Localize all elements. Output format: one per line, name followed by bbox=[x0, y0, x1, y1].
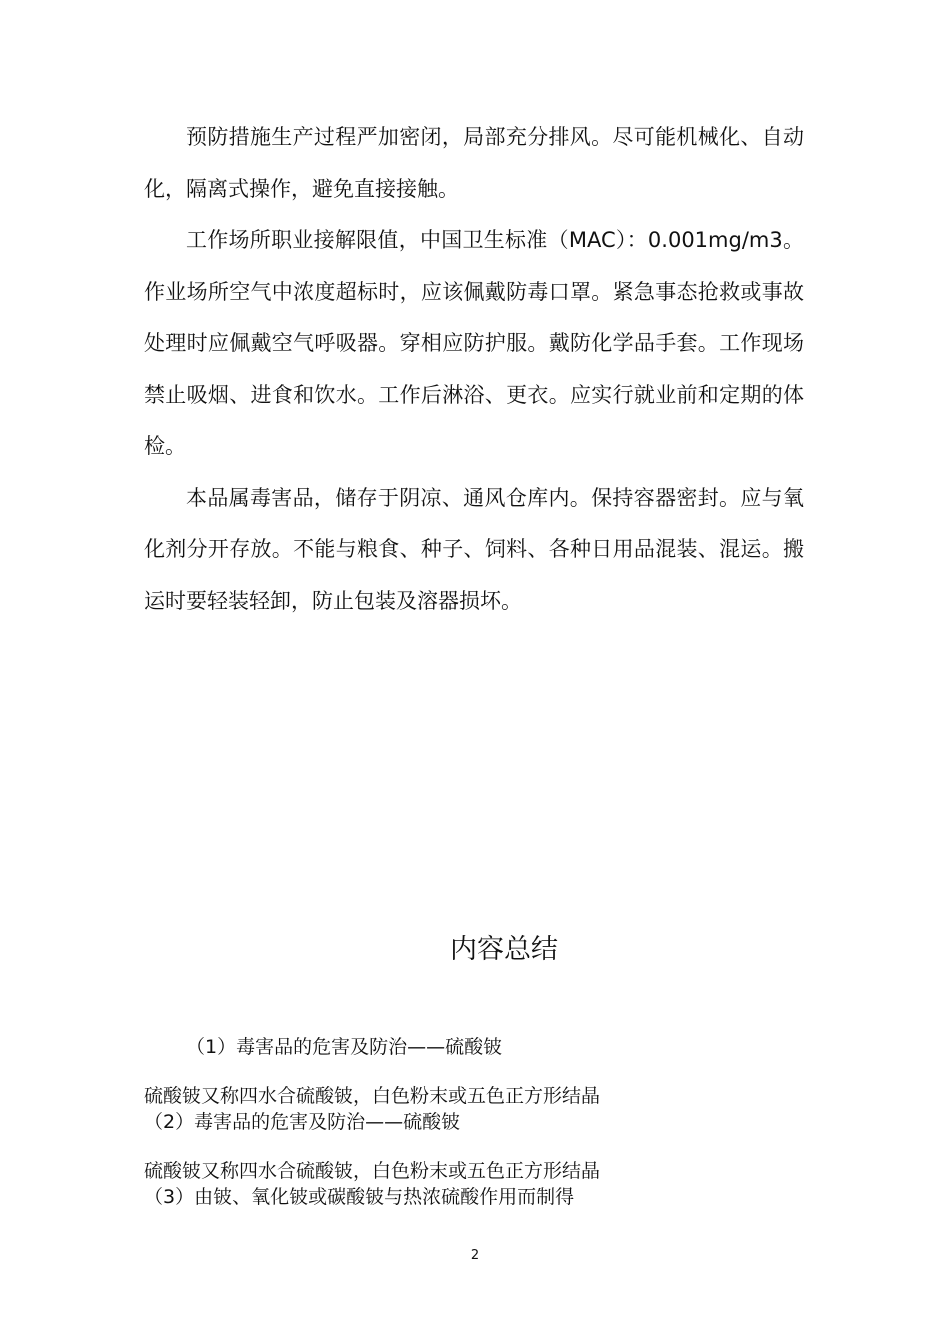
summary-item-2: （2）毒害品的危害及防治——硫酸铍 bbox=[144, 1111, 461, 1133]
summary-desc-1: 硫酸铍又称四水合硫酸铍，白色粉末或五色正方形结晶 bbox=[144, 1085, 601, 1107]
paragraph-exposure-limits: 工作场所职业接解限值，中国卫生标准（MAC）：0.001mg/m3。作业场所空气中浓度超标时，应该佩戴防毒口罩。紧急事态抢救或事故处理时应佩戴空气呼吸器。穿相应防护服。戴防化学品手套。工作现场禁止吸烟、进食和饮水。工作后淋浴、更衣。应实行就业前和定期的体检。 bbox=[144, 228, 804, 458]
paragraph-prevention: 预防措施生产过程严加密闭，局部充分排风。尽可能机械化、自动化，隔离式操作，避免直接接触。 bbox=[144, 125, 804, 201]
body-text bbox=[144, 112, 804, 627]
summary-item-3: （3）由铍、氧化铍或碳酸铍与热浓硫酸作用而制得 bbox=[144, 1186, 575, 1208]
summary-gap bbox=[144, 1135, 804, 1158]
paragraph-storage: 本品属毒害品，储存于阴凉、通风仓库内。保持容器密封。应与氧化剂分开存放。不能与粮食、种子、饲料、各种日用品混装、混运。搬运时要轻装轻卸，防止包装及溶器损坏。 bbox=[144, 485, 804, 613]
summary-gap bbox=[144, 1060, 804, 1083]
summary-title: 内容总结 bbox=[450, 934, 558, 965]
summary-desc-2: 硫酸铍又称四水合硫酸铍，白色粉末或五色正方形结晶 bbox=[144, 1160, 601, 1182]
summary-section bbox=[144, 1034, 804, 1210]
page-number: 2 bbox=[470, 1248, 480, 1263]
summary-item-1: （1）毒害品的危害及防治——硫酸铍 bbox=[186, 1036, 503, 1058]
